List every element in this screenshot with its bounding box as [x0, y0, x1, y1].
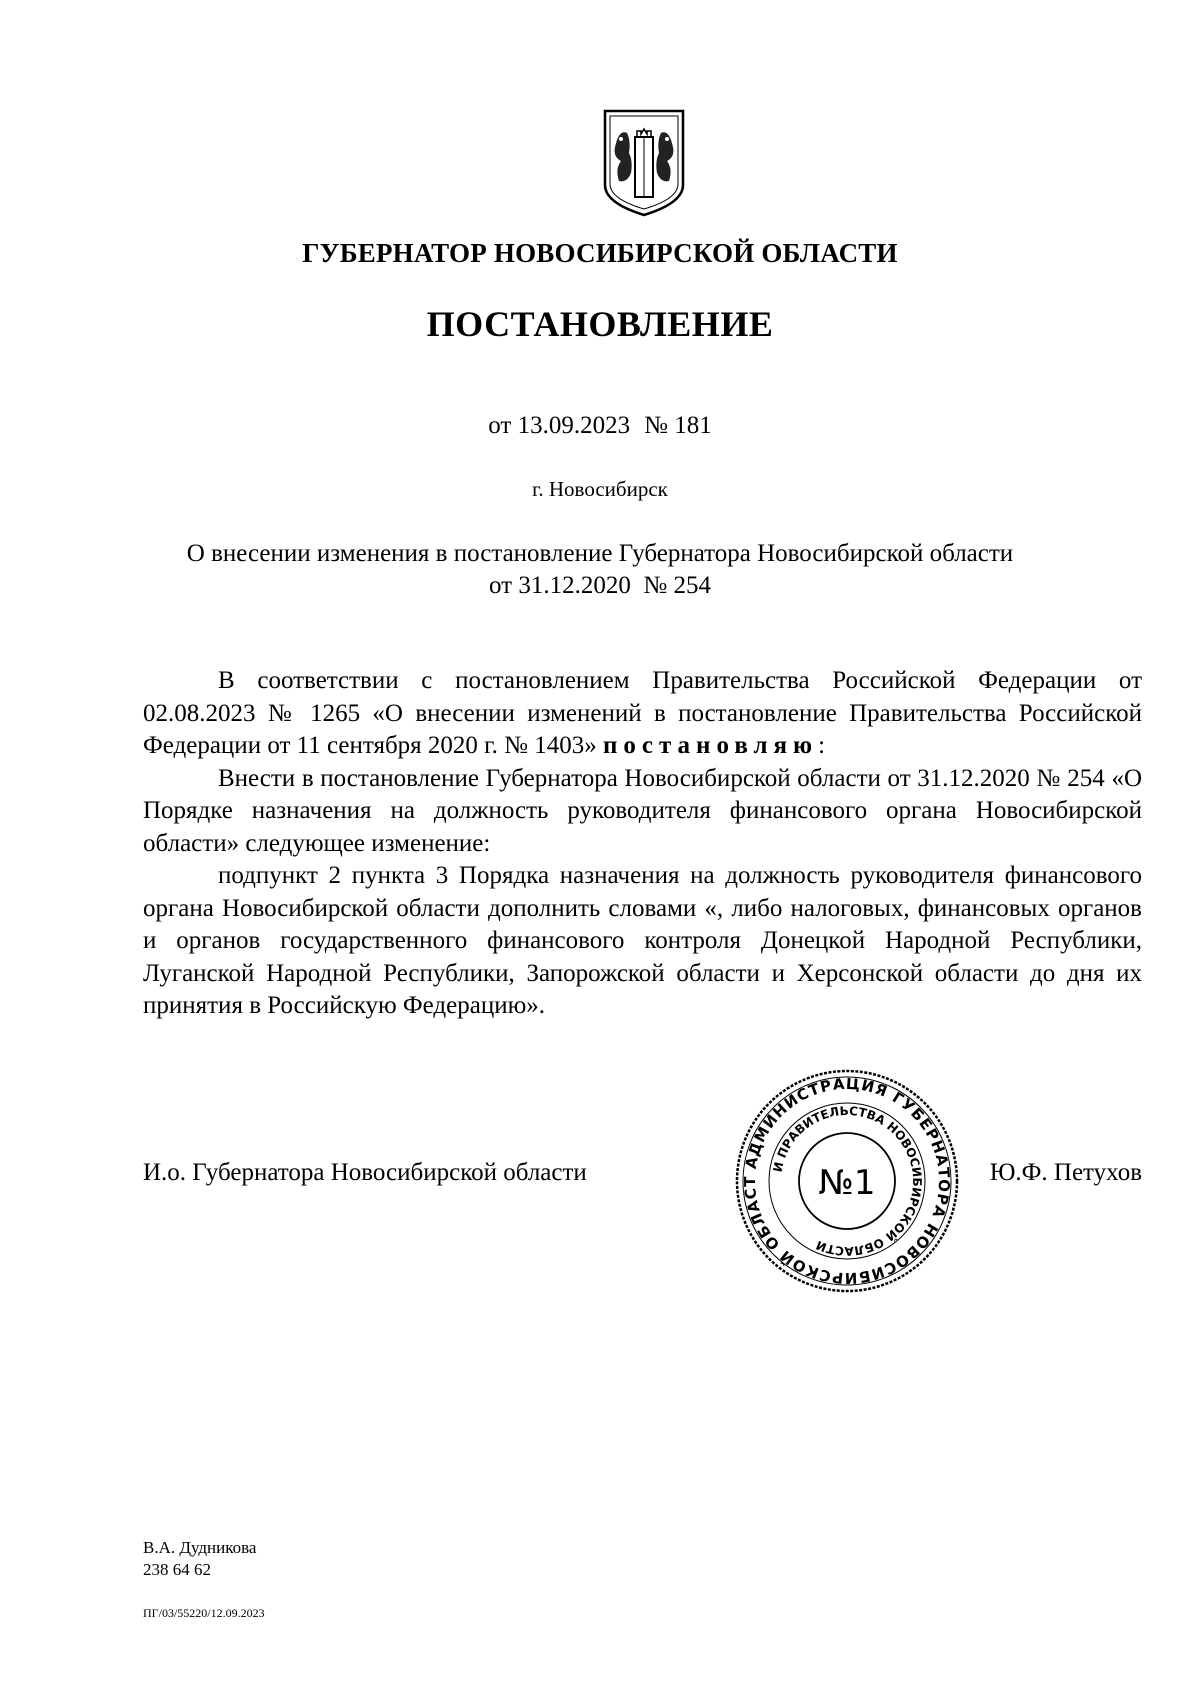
document-type: ПОСТАНОВЛЕНИЕ — [426, 304, 774, 344]
paragraph-3: подпункт 2 пункта 3 Порядка назначения на должность руководителя финансового органа Новосибирской области дополнить словами «, либо налоговых, финансовых органов и органов государственного финансового контроля Донецкой Народной Республики, Луганской Народной Республики, Запорожской области и Херсонской области до дня их принятия в Российскую Федерацию». — [143, 862, 1142, 1019]
document-date-number — [0, 412, 1200, 440]
executor-name: В.А. Дудникова — [143, 1538, 257, 1557]
subject-line-1: О внесении изменения в постановление Губернатора Новосибирской области — [186, 540, 1014, 567]
organization-title: ГУБЕРНАТОР НОВОСИБИРСКОЙ ОБЛАСТИ — [302, 238, 898, 268]
resolution-keyword: постановляю — [602, 732, 819, 759]
seal-number: №1 — [818, 1163, 876, 1203]
signatory-title: И.о. Губернатора Новосибирской области — [143, 1159, 587, 1186]
document-city: г. Новосибирск — [532, 477, 668, 501]
document-number: № 181 — [644, 412, 712, 439]
executor-info — [143, 1537, 256, 1581]
document-subject — [0, 538, 1200, 602]
executor-phone: 238 64 62 — [143, 1560, 211, 1579]
paragraph-1-end: : — [818, 732, 826, 759]
signatory-name: Ю.Ф. Петухов — [989, 1159, 1142, 1186]
seal-outer-text: АДМИНИСТРАЦИЯ ГУБЕРНАТОРА НОВОСИБИРСКОЙ ОБЛАСТ — [740, 1074, 954, 1288]
official-seal — [732, 1066, 962, 1296]
paragraph-1-text: В соответствии с постановлением Правительства Российской Федерации от 02.08.2023 № 1265 «О внесении изменений в постановление Правительства Российской Федерации от 11 сентября 2020 г. № 1403» — [143, 667, 1142, 759]
subject-line-2: от 31.12.2020 № 254 — [489, 572, 711, 599]
seal-inner-text: И ПРАВИТЕЛЬСТВА НОВОСИБИРСКОЙ ОБЛАСТИ — [770, 1103, 925, 1259]
document-code: ПГ/03/55220/12.09.2023 — [143, 1606, 265, 1620]
document-body — [143, 665, 1142, 1023]
document-date: от 13.09.2023 — [488, 412, 631, 439]
coat-of-arms-icon — [601, 107, 687, 219]
paragraph-2: Внести в постановление Губернатора Новосибирской области от 31.12.2020 № 254 «О Порядке назначения на должность руководителя финансового органа Новосибирской области» следующее изменение: — [143, 764, 1142, 857]
paragraph-1 — [143, 665, 1142, 763]
